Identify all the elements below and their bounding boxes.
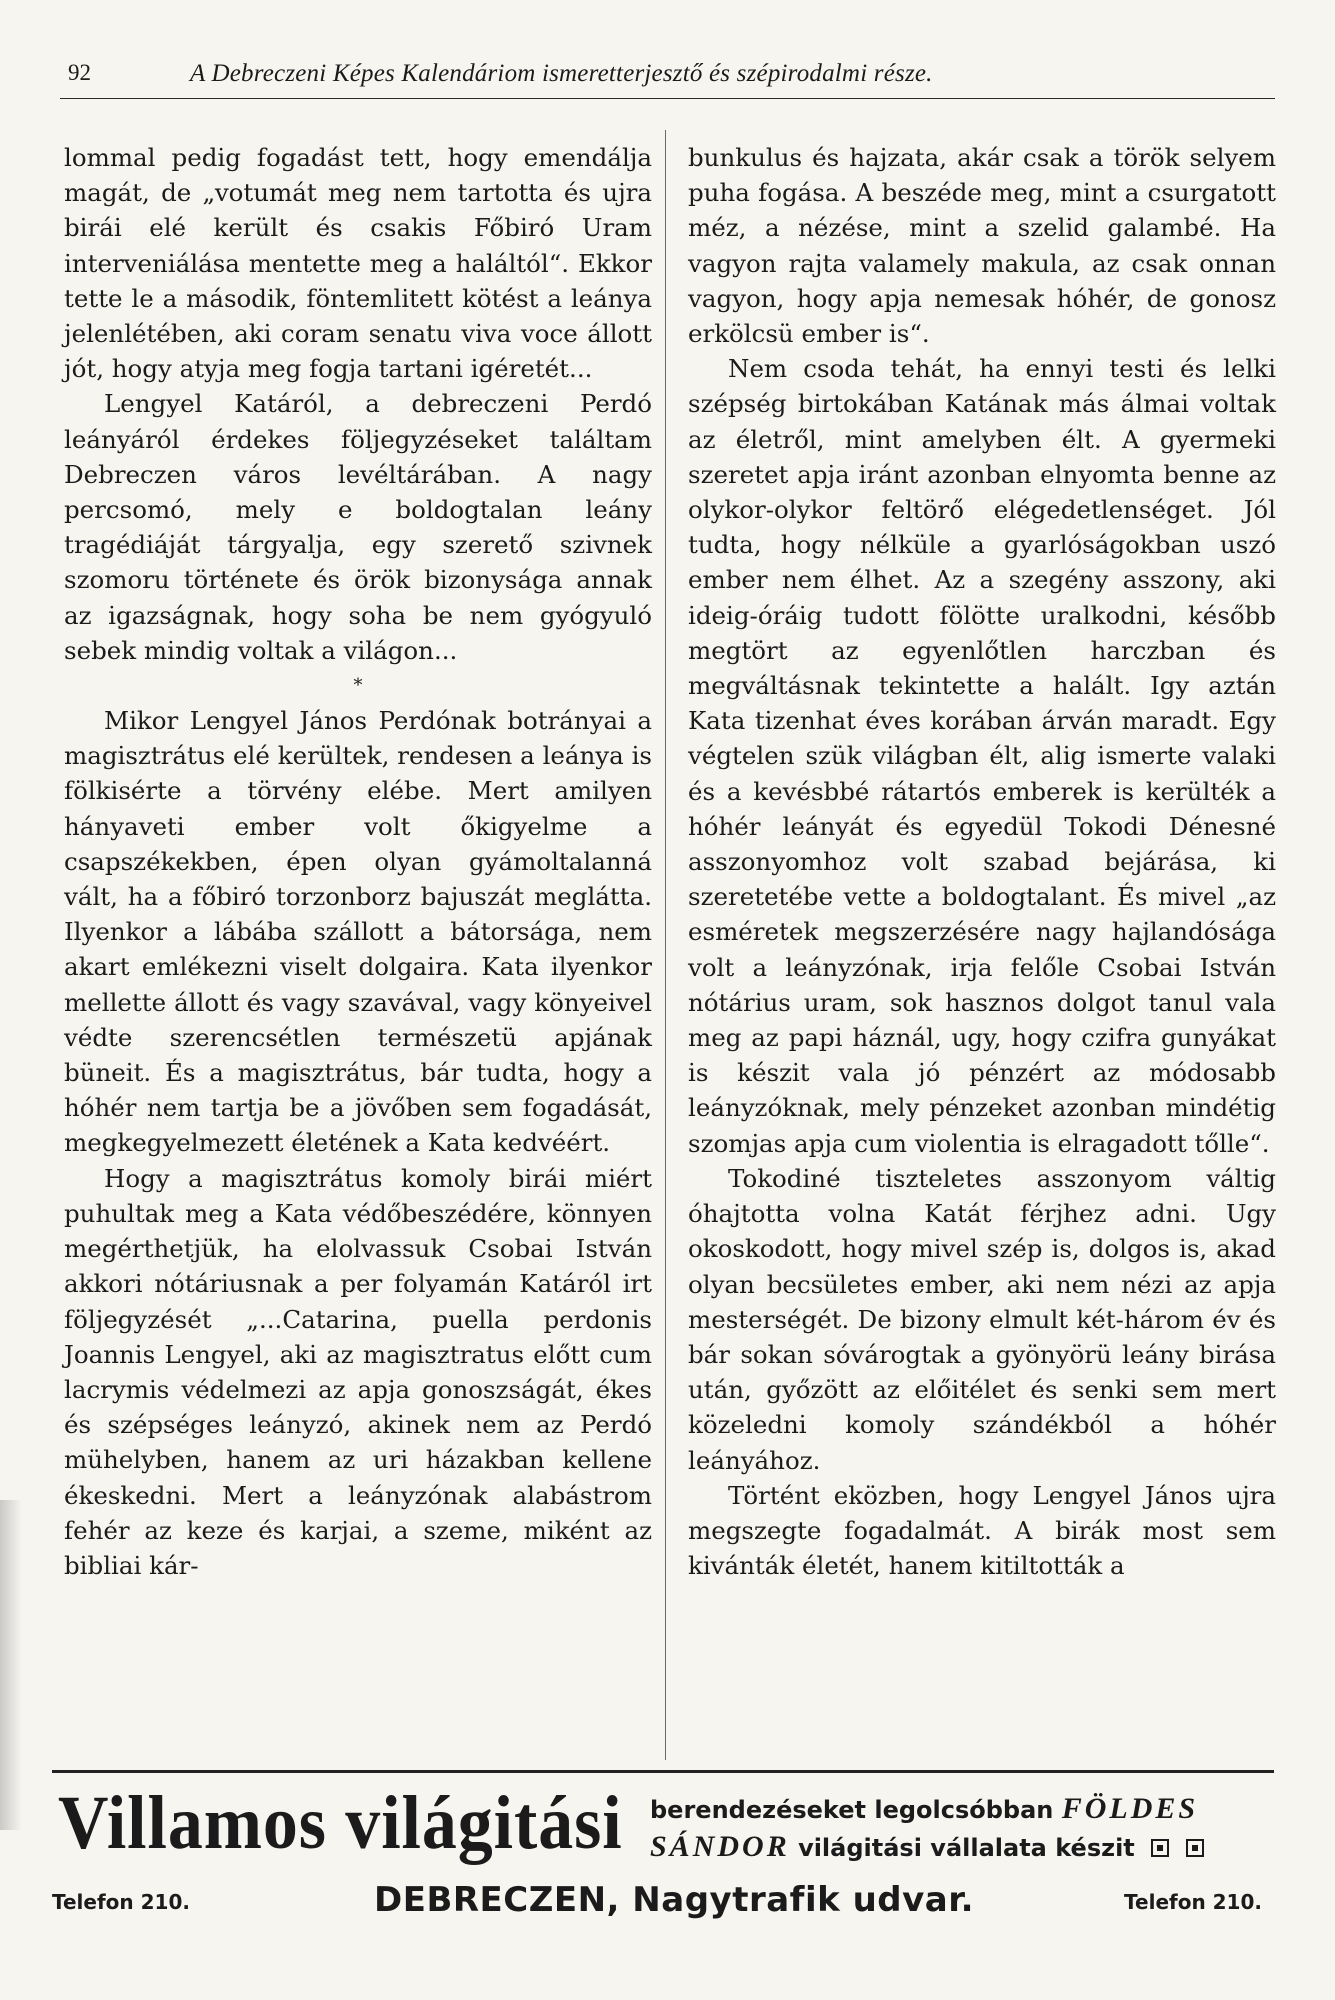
paragraph: Történt eközben, hogy Lengyel János ujra megszegte fogadalmát. A birák most sem kivánták életét, hanem kitiltották a: [688, 1480, 1276, 1581]
advertisement-divider: [52, 1770, 1274, 1773]
paragraph: Mikor Lengyel János Perdónak botrányai a magisztrátus elé kerültek, rendesen a leánya is fölkisérte a törvény elébe. Mert amilyen hányaveti ember volt őkigyelme a csapszékekben, épen olyan gyámoltalanná vált, ha a főbiró torzonborz bajuszát meglátta. Ilyenkor a lábába szállott a bátorsága, nem akart emlékezni viselt dolgaira. Kata ilyenkor mellette állott és vagy szavával, vagy könyeivel védte szerencsétlen természetü apjának büneit. És a magisztrátus, bár tudta, hogy a hóhér nem tartja be a jövőben sem fogadását, megkegyelmezett életének a Kata kedvéért.: [64, 706, 652, 1158]
right-column: [688, 140, 1276, 1583]
paragraph: Nem csoda tehát, ha ennyi testi és lelki szépség birtokában Katának más álmai voltak az életről, mint amelyben élt. A gyermeki szeretet apja iránt azonban elnyomta benne az olykor-olykor feltörő elégedetlenséget. Jól tudta, hogy nélküle a gyarlóságokban uszó ember nem élhet. Az a szegény asszony, aki ideig-óráig tudott fölötte uralkodni, később megtört az egyenlőtlen harczban és megváltásnak tekintette a halált. Igy aztán Kata tizenhat éves korában árván maradt. Egy végtelen szük világban élt, alig ismerte valaki és a kevésbbé rátartós emberek is kerülték a hóhér leányát és egyedül Tokodi Dénesné asszonyomhoz volt szabad bejárása, ki szeretetébe vette a boldogtalant. És mivel „az esméretek megszerzésére nagy hajlandósága volt a leányzónak, irja felőle Csobai István nótárius uram, sok hasznos dolgot tanul vala meg az papi háznál, ugy, hogy czifra gunyákat is készit vala jó pénzért az módosabb leányzóknak, mely pénzeket azonban mindétig szomjas apja cum violentia is elragadott tőlle“.: [688, 354, 1276, 1158]
paragraph: Tokodiné tiszteletes asszonyom váltig óhajtotta volna Katát férjhez adni. Ugy okoskodott, hogy mivel szép is, dolgos is, akad olyan becsületes ember, aki nem nézi az apja mesterségét. De bizony elmult két-három év és bár sokan sóvárogtak a gyönyörü leány birása után, győzött az előitélet és senki sem mert közeledni komoly szándékból a hóhér leányához.: [688, 1163, 1276, 1475]
ad-line1-text: berendezéseket legolcsóbban: [650, 1796, 1054, 1824]
ad-company-name-1: FÖLDES: [1061, 1792, 1199, 1825]
advertisement: [52, 1781, 1274, 1954]
column-divider: [665, 130, 666, 1760]
paragraph: bunkulus és hajzata, akár csak a török selyem puha fogása. A beszéde meg, mint a csurgatott méz, a nézése, mint a szelid galambé. Ha vagyon rajta valamely makula, az csak onnan vagyon, hogy apja nemesak hóhér, de gonosz erkölcsü ember is“.: [688, 143, 1276, 349]
ad-text-line-2: [650, 1830, 1204, 1864]
page-number: 92: [68, 60, 91, 85]
running-header: [60, 58, 1275, 99]
paragraph: Hogy a magisztrátus komoly birái miért puhultak meg a Kata védőbeszédére, könnyen megérthetjük, ha elolvassuk Csobai István akkori nótáriusnak a per folyamán Katáról irt följegyzését „...Catarina, puella perdonis Joannis Lengyel, aki az magisztratus előtt cum lacrymis védelmezi az apja gonoszságát, ékes és szépséges leányzó, akinek nem az Perdó mühelyben, hanem az uri házakban kellene ékeskedni. Mert a leányzónak alabástrom fehér az keze és karjai, a szeme, miként az bibliai kár-: [64, 1163, 652, 1580]
ad-headline: Villamos világitási: [58, 1781, 623, 1865]
section-separator: *: [353, 675, 363, 697]
ad-phone-left: Telefon 210.: [52, 1890, 190, 1914]
paragraph: lommal pedig fogadást tett, hogy emendálja magát, de „votumát meg nem tartotta és ujra birái elé került és csakis Főbiró Uram interveniálása mentette meg a haláltól“. Ekkor tette le a második, föntemlitett kötést a leánya jelenlétében, aki coram senatu viva voce állott jót, hogy atyja meg fogja tartani igéretét...: [64, 143, 652, 384]
scan-edge-shadow: [0, 1500, 22, 1830]
ad-phone-right: Telefon 210.: [1124, 1890, 1262, 1914]
square-ornament-icon: [1186, 1839, 1204, 1857]
square-ornament-icon: [1151, 1839, 1169, 1857]
ad-line2-text: világitási vállalata készit: [798, 1834, 1135, 1862]
paragraph: Lengyel Katáról, a debreczeni Perdó leányáról érdekes följegyzéseket találtam Debreczen város levéltárában. A nagy percsomó, mely e boldogtalan leány tragédiáját tárgyalja, egy szerető szivnek szomoru története és örök bizonysága annak az igazságnak, hogy soha be nem gyógyuló sebek mindig voltak a világon...: [64, 389, 652, 665]
running-head-title: A Debreczeni Képes Kalendáriom ismeretterjesztő és szépirodalmi része.: [190, 60, 933, 87]
ad-text-line-1: [650, 1792, 1198, 1826]
ad-company-name-2: SÁNDOR: [650, 1830, 790, 1863]
left-column: [64, 140, 652, 1583]
ad-address: DEBRECZEN, Nagytrafik udvar.: [374, 1880, 975, 1920]
